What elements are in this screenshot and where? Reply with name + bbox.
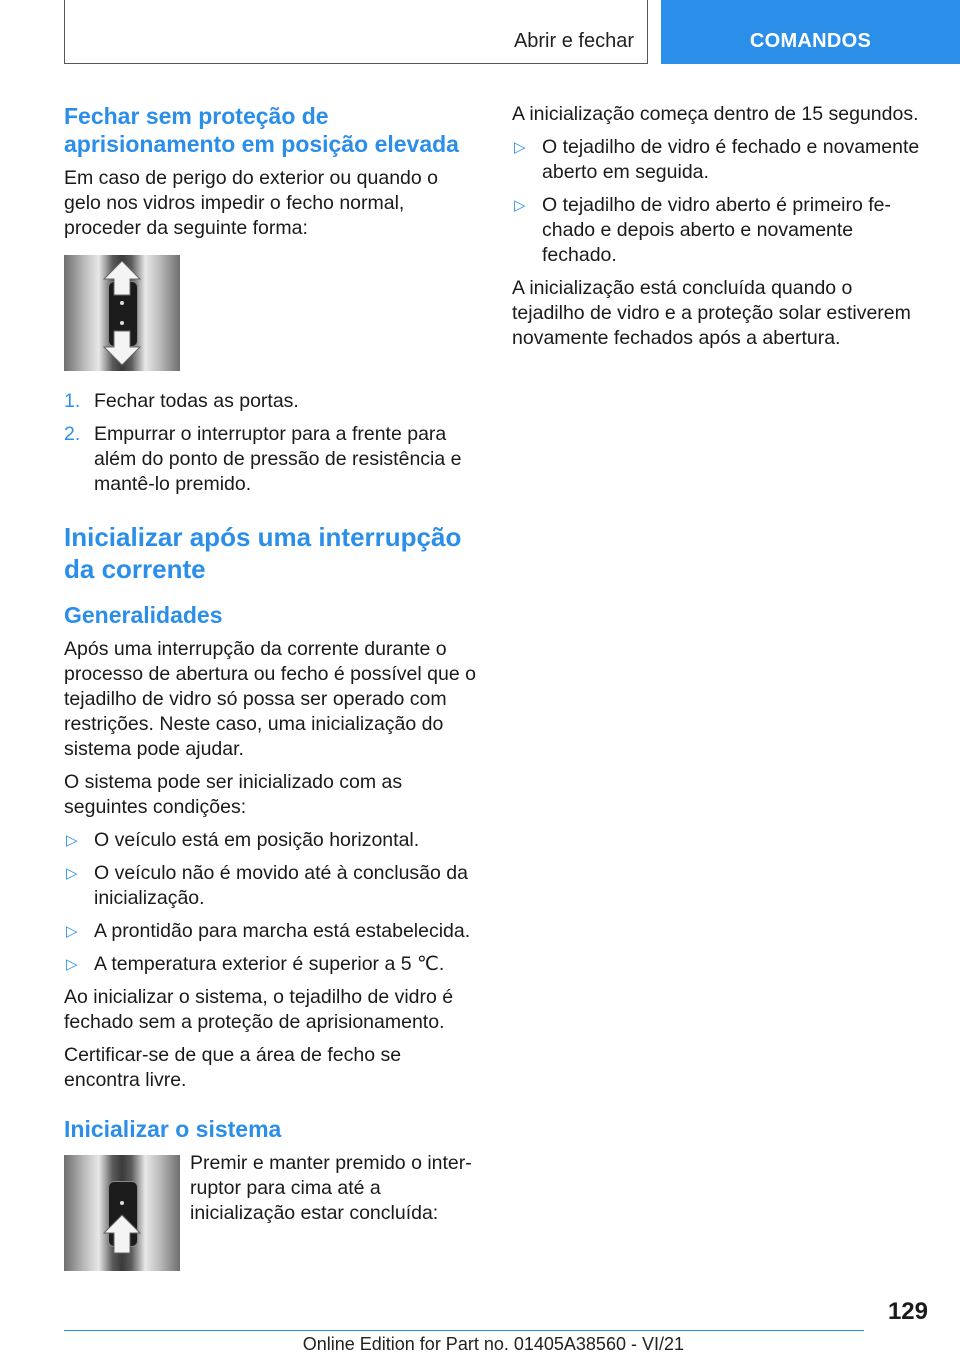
up-arrow-icon [64,1155,180,1271]
paragraph-general-1: Após uma interrupção da corrente durante o processo de abertura ou fecho é possível que o tejadilho de vidro só possa ser operado com restrições. Neste caso, uma inicialização do sistema pode ajudar. [64,638,476,760]
paragraph-init-start: A inicialização começa dentro de 15 segundos. [512,103,919,125]
paragraph-general-4: Certificar-se de que a área de fecho se encontra livre. [64,1044,402,1091]
triangle-right-icon: ▷ [66,865,78,882]
init-bullet-item [512,193,930,268]
heading-initialize-after-power-loss: Inicializar após uma interrupção da corrente [64,522,462,584]
init-bullets-list [512,135,930,268]
condition-text: O veículo não é movido até à conclusão da inicialização. [94,862,468,909]
switch-push-forward-illustration [64,255,180,371]
step-text: Fechar todas as portas. [94,390,299,412]
condition-item [64,861,480,911]
paragraph-general-3: Ao inicializar o sistema, o tejadilho de vidro é fechado sem a proteção de aprisionamento. [64,986,454,1033]
condition-text: A temperatura exterior é superior a 5 ℃. [94,953,445,975]
paragraph-initialize-system: Premir e manter premido o interruptor para cima até a inicialização estar concluída: [190,1152,472,1224]
paragraph-init-end: A inicialização está concluída quando o tejadilho de vidro e a proteção solar estiverem novamente fechados após a abertura. [512,277,911,349]
init-bullet-item [512,135,930,185]
heading-close-without-protection: Fechar sem proteção de aprisionamento em posição elevada [64,103,459,157]
step-number: 1. [64,390,81,412]
header-chapter-label: COMANDOS [749,30,872,52]
paragraph-close-intro: Em caso de perigo do exterior ou quando o gelo nos vidros impedir o fecho normal, proceder da seguinte forma: [64,167,438,239]
triangle-right-icon: ▷ [66,956,78,973]
triangle-right-icon: ▷ [514,139,526,156]
condition-item [64,952,480,977]
conditions-list [64,828,480,977]
heading-initialize-system: Inicializar o sistema [64,1116,282,1142]
footer-edition: Online Edition for Part no. 01405A38560 - VI/21 [302,1334,684,1354]
steps-list [64,389,480,497]
condition-text: A prontidão para marcha está estabelecida. [94,920,471,942]
page-number: 129 [887,1298,928,1325]
triangle-right-icon: ▷ [514,197,526,214]
condition-item [64,828,480,853]
init-bullet-text: O tejadilho de vidro aberto é primeiro fechado e depois aberto e novamente fechado. [542,194,892,266]
step-item [64,389,480,414]
switch-push-up-illustration [64,1155,180,1271]
right-column [512,102,930,359]
switch-dot-top [120,301,124,305]
heading-general: Generalidades [64,602,223,628]
footer-divider [64,1330,864,1331]
step-number: 2. [64,423,81,445]
init-bullet-text: O tejadilho de vidro é fechado e novamente aberto em seguida. [542,136,920,183]
paragraph-general-2: O sistema pode ser inicializado com as seguintes condições: [64,771,403,818]
step-item [64,422,480,497]
triangle-right-icon: ▷ [66,832,78,849]
left-column [64,102,480,1289]
condition-text: O veículo está em posição horizontal. [94,829,420,851]
switch-dot-top [120,1201,124,1205]
header-chapter-tab [661,0,960,64]
step-text: Empurrar o interruptor para a frente para além do ponto de pressão de resistência e mantê-lo premido. [94,423,462,495]
triangle-right-icon: ▷ [66,923,78,940]
condition-item [64,919,480,944]
switch-dot-bottom [120,321,124,325]
initialize-system-row [64,1151,480,1289]
up-down-arrow-icon [64,255,180,371]
header-section-title: Abrir e fechar [513,30,634,52]
